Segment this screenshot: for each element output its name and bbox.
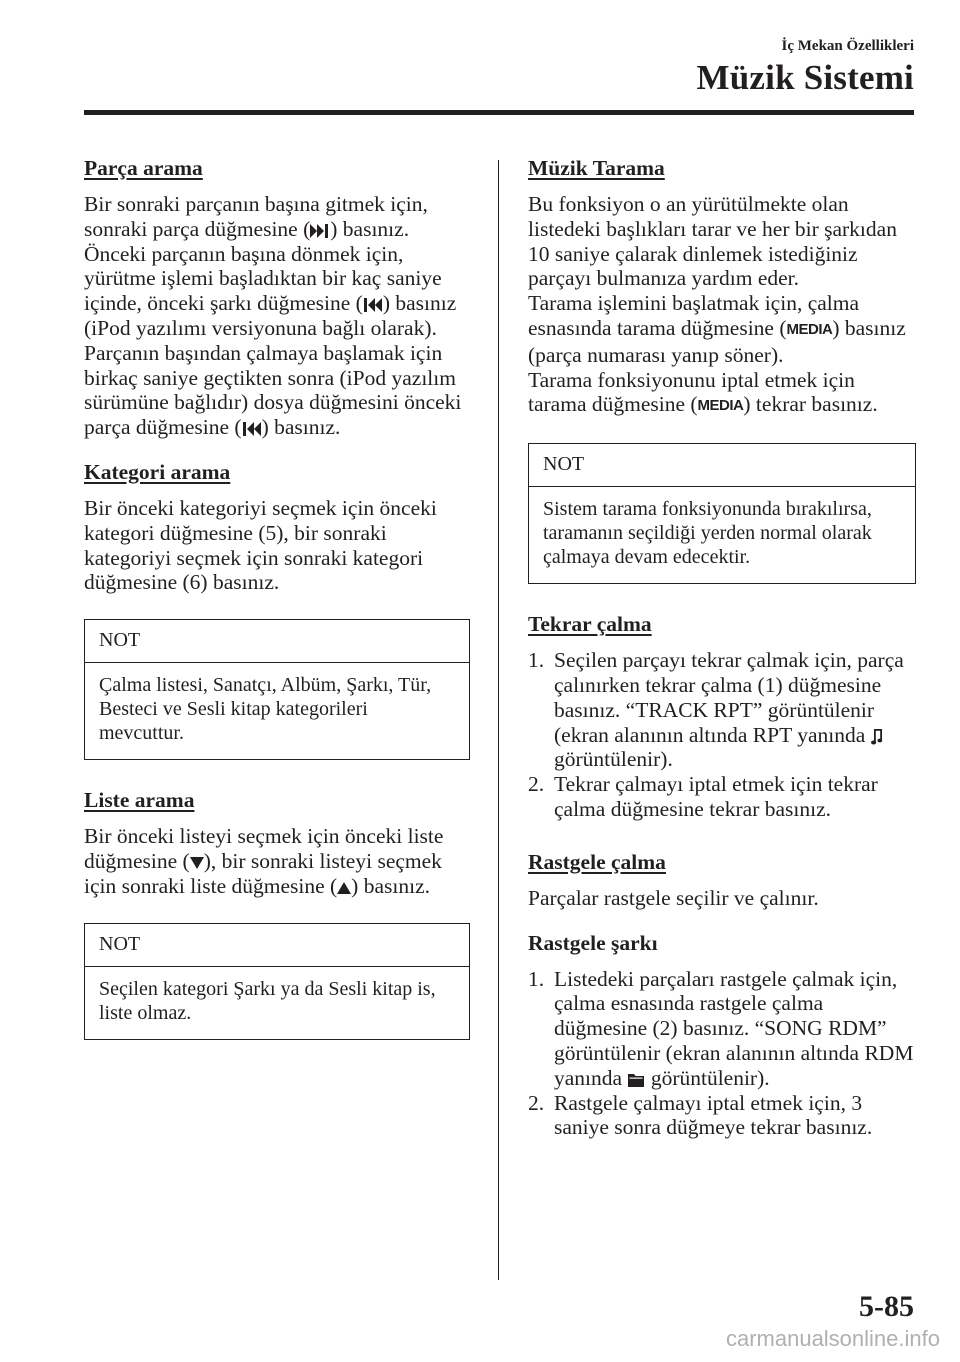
previous-track-icon <box>363 298 383 312</box>
note-body: Sistem tarama fonksiyonunda bırakılırsa, taramanın seçildiği yerden normal olarak çalmaya devam edecektir. <box>543 498 872 569</box>
header-rule <box>84 110 914 115</box>
media-button-icon: MEDIA <box>786 320 833 338</box>
subheading-rastgele-sarki: Rastgele şarkı <box>528 930 658 955</box>
column-divider <box>498 160 499 1280</box>
heading-kategori-arama: Kategori arama <box>84 459 231 484</box>
note-box-kategori <box>84 619 470 760</box>
heading-parca-arama: Parça arama <box>84 156 203 180</box>
chapter-title: Müzik Sistemi <box>696 58 914 97</box>
paragraph-kategori-arama: Bir önceki kategoriyi seçmek için önceki kategori düğmesine (5), bir sonraki kategoriyi seçmek için sonraki kategori düğmesine (6) basınız. <box>84 495 437 595</box>
previous-track-icon <box>242 422 262 436</box>
up-triangle-icon <box>337 882 351 894</box>
right-column <box>528 152 916 1140</box>
paragraph-parca-arama-2: Parçanın başından çalmaya başlamak için birkaç saniye geçtikten sonra (iPod yazılım sürümüne bağlıdır) dosya düğmesini önceki parça düğmesine ( ) basınız. <box>84 340 462 440</box>
note-box-liste <box>84 923 470 1040</box>
list-item: 2. Tekrar çalmayı iptal etmek için tekrar çalma düğmesine tekrar basınız. <box>528 772 878 821</box>
list-rastgele-sarki <box>528 967 916 1141</box>
heading-liste-arama: Liste arama <box>84 788 195 813</box>
list-item: 2. Rastgele çalmayı iptal etmek için, 3 saniye sonra düğmeye tekrar basınız. <box>528 1090 873 1140</box>
note-title: NOT <box>85 620 469 663</box>
paragraph-muzik-tarama-1: Bu fonksiyon o an yürütülmekte olan listedeki başlıkları tarar ve her bir şarkıdan 10 saniye çalarak dinlemek istediğiniz parçayı bulmanıza yardım eder. <box>528 192 897 291</box>
folder-icon <box>627 1071 645 1089</box>
heading-muzik-tarama: Müzik Tarama <box>528 156 665 180</box>
paragraph-muzik-tarama-3: Tarama fonksiyonunu iptal etmek için tarama düğmesine (MEDIA) tekrar basınız. <box>528 368 916 420</box>
paragraph-parca-arama-1: Bir sonraki parçanın başına gitmek için, sonraki parça düğmesine ( ) basınız. Önceki parçanın başına dönmek için, yürütme işlemi başladıktan bir kaç saniye içinde, önceki şarkı düğmesine ( ) basınız (iPod yazılımı versiyonuna bağlı olarak). <box>84 192 457 340</box>
note-body: Çalma listesi, Sanatçı, Albüm, Şarkı, Tür, Besteci ve Sesli kitap kategorileri mevcuttur. <box>99 674 432 745</box>
paragraph-muzik-tarama-2: Tarama işlemini başlatmak için, çalma esnasında tarama düğmesine (MEDIA) basınız (parça numarası yanıp söner). <box>528 291 906 367</box>
left-column <box>84 152 470 1040</box>
paragraph-rastgele-calma: Parçalar rastgele seçilir ve çalınır. <box>528 885 819 910</box>
note-title: NOT <box>529 444 915 487</box>
music-note-icon <box>871 728 883 746</box>
next-track-icon <box>310 224 330 238</box>
note-title: NOT <box>85 924 469 967</box>
note-body: Seçilen kategori Şarkı ya da Sesli kitap is, liste olmaz. <box>99 977 436 1024</box>
heading-rastgele-calma: Rastgele çalma <box>528 849 666 874</box>
list-tekrar-calma <box>528 648 916 822</box>
paragraph-liste-arama: Bir önceki listeyi seçmek için önceki liste düğmesine ( ), bir sonraki listeyi seçmek için sonraki liste düğmesine ( ) basınız. <box>84 824 444 898</box>
list-item: 1. Listedeki parçaları rastgele çalmak için, çalma esnasında rastgele çalma düğmesine (2) basınız. “SONG RDM” görüntülenir (ekran alanının altında RDM yanında görüntülenir). <box>528 966 914 1090</box>
section-label: İç Mekan Özellikleri <box>781 38 914 54</box>
note-box-tarama <box>528 443 916 584</box>
page-number: 5-85 <box>859 1290 914 1323</box>
heading-tekrar-calma: Tekrar çalma <box>528 612 652 637</box>
down-triangle-icon <box>190 857 204 869</box>
media-button-icon: MEDIA <box>697 397 744 415</box>
list-item: 1. Seçilen parçayı tekrar çalmak için, parça çalınırken tekrar çalma (1) düğmesine basınız. “TRACK RPT” görüntülenir (ekran alanının altında RPT yanında görüntülenir). <box>528 648 904 772</box>
watermark: carmanualsonline.info <box>725 1326 940 1351</box>
